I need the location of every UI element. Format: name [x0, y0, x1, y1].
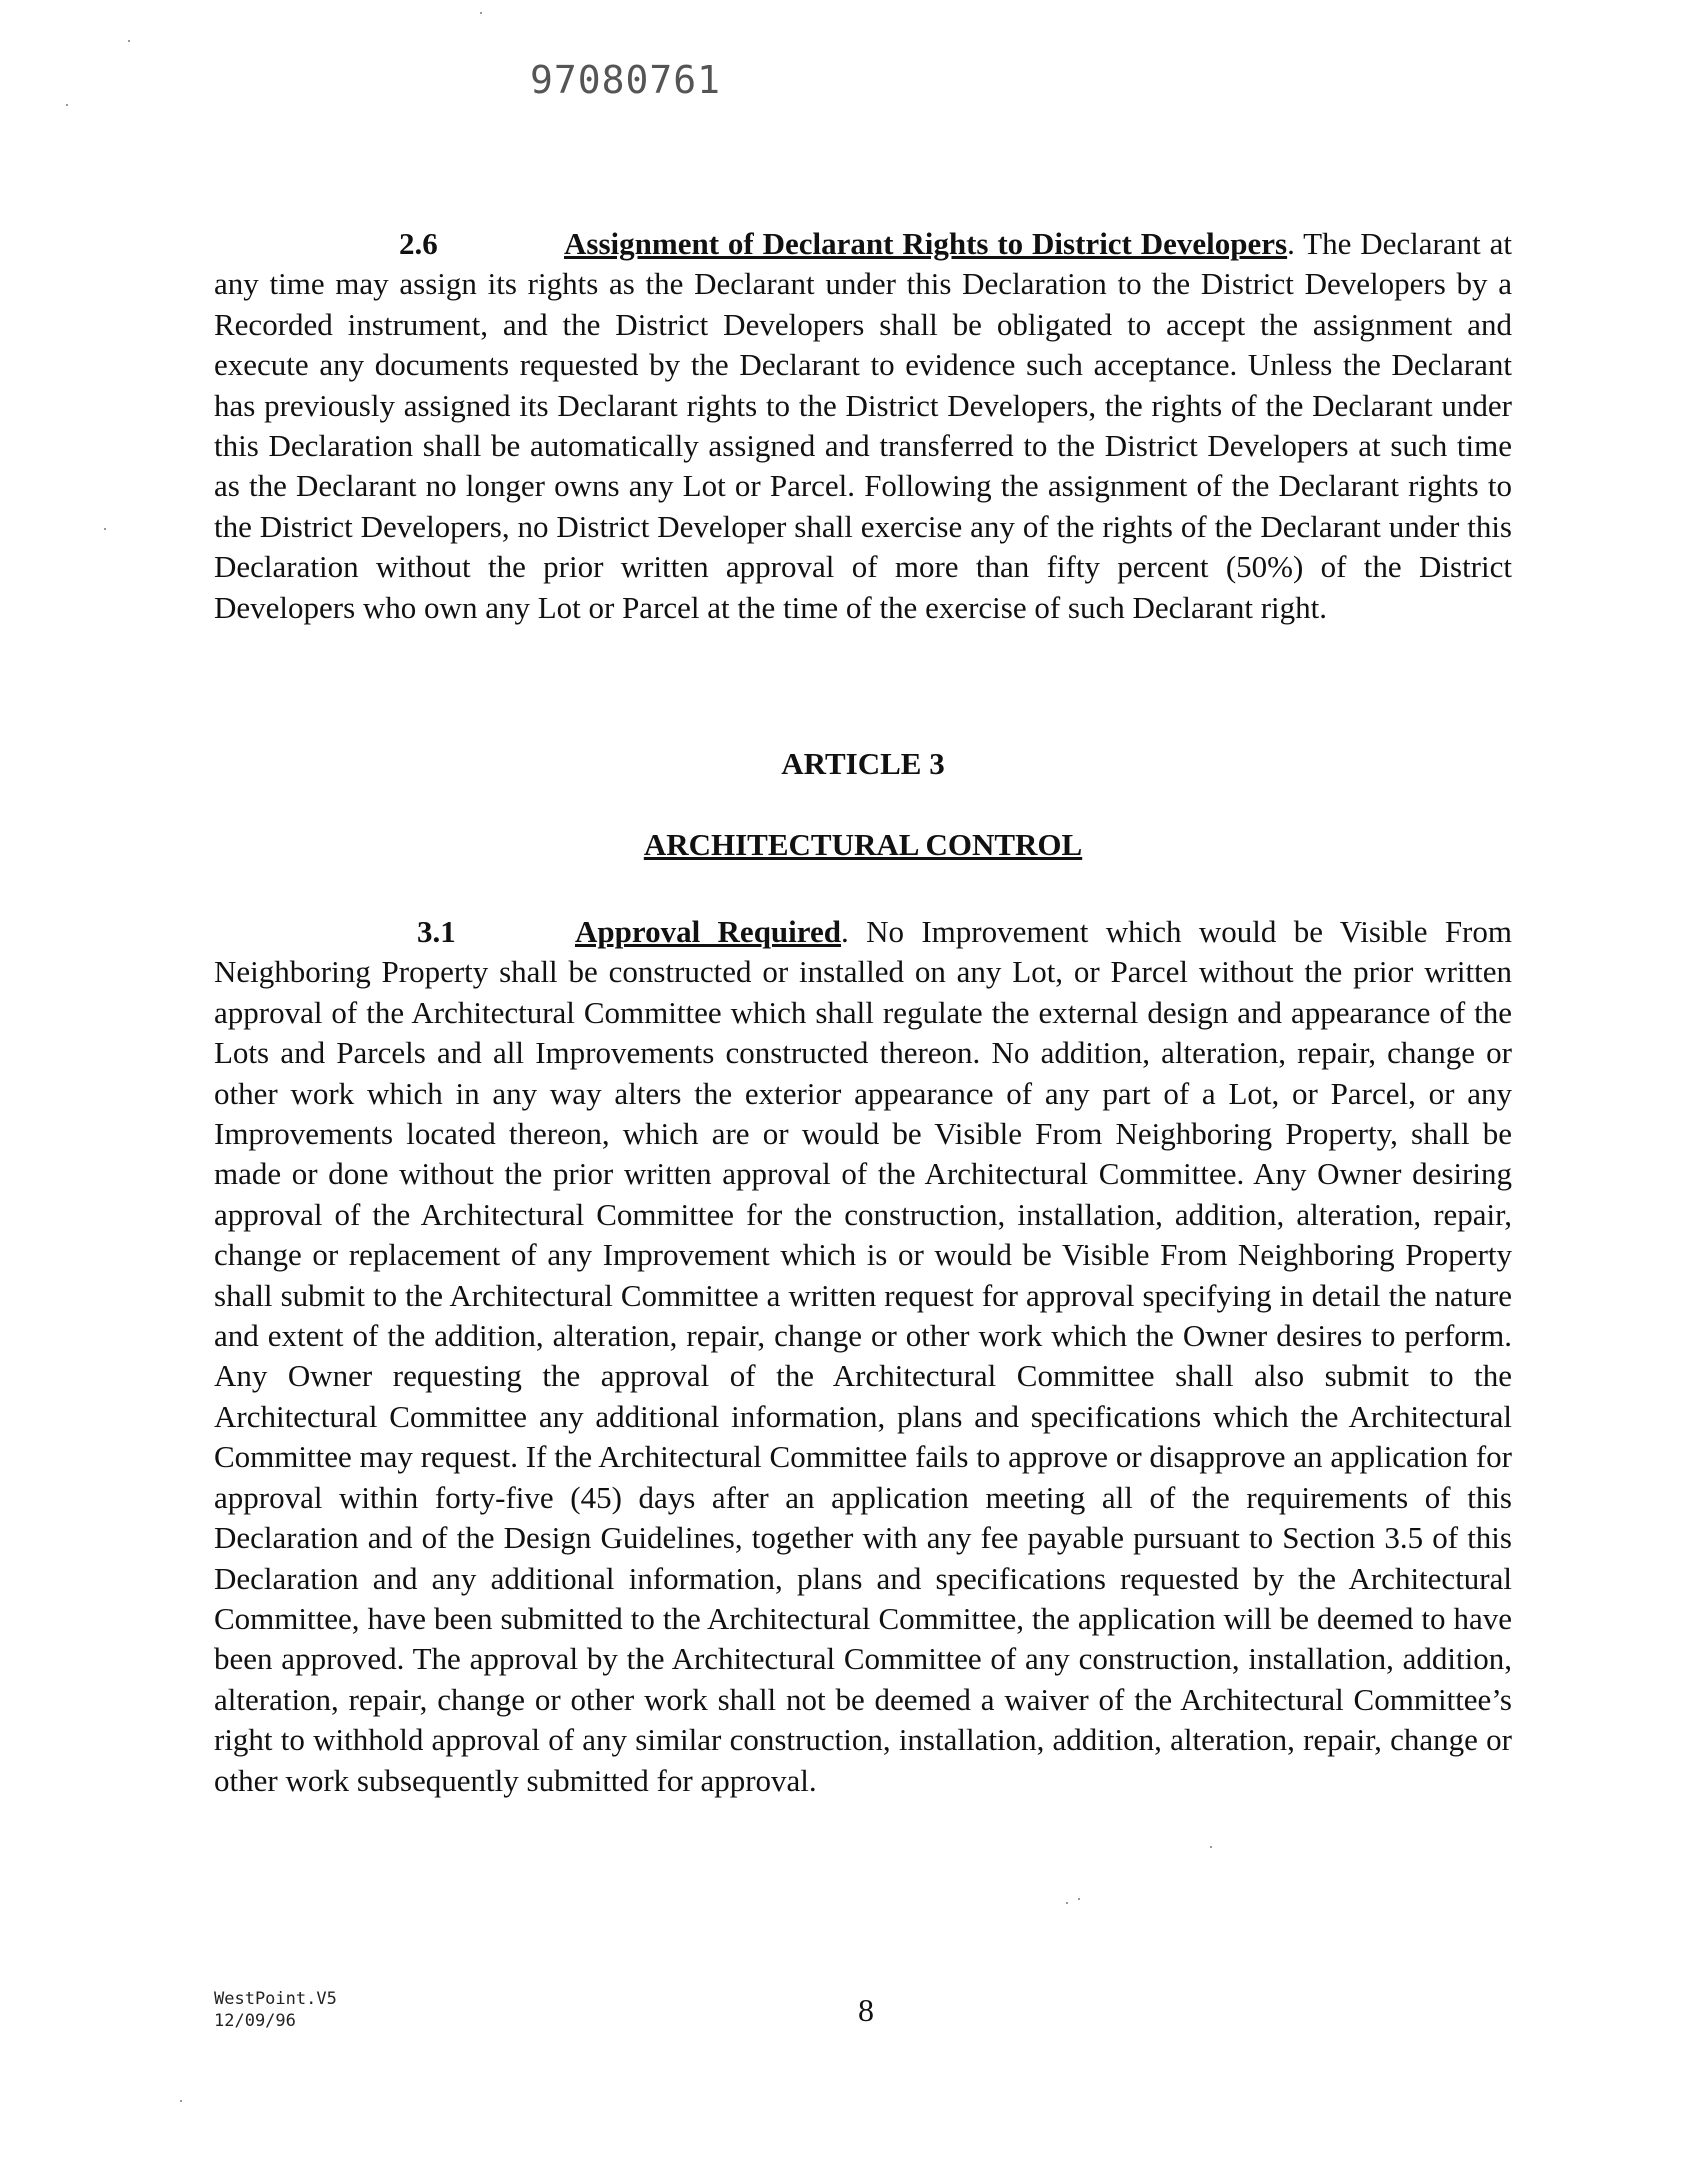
section-2-6: [214, 224, 1512, 628]
scan-speck: [66, 104, 68, 106]
scan-speck: [1078, 1898, 1080, 1900]
footer-file-info: [214, 1988, 337, 2032]
page-number: 8: [858, 1992, 874, 2028]
section-number: 2.6: [399, 226, 438, 261]
scan-speck: [1066, 1902, 1068, 1904]
document-stamp-number: 97080761: [530, 58, 722, 102]
section-body: . No Improvement which would be Visible From Neighboring Property shall be constructed or installed on any Lot, or Parcel without the prior written approval of the Architectural Committee which shall regulate the external design and appearance of the Lots and Parcels and all Improvements constructed thereon. No addition, alteration, repair, change or other work which in any way alters the exterior appearance of any part of a Lot, or Parcel, or any Improvements located thereon, which are or would be Visible From Neighboring Property, shall be made or done without the prior written approval of the Architectural Committee. Any Owner desiring approval of the Architectural Committee for the construction, installation, addition, alteration, repair, change or replacement of any Improvement which is or would be Visible From Neighboring Property shall submit to the Architectural Committee a written request for approval specifying in detail the nature and extent of the addition, alteration, repair, change or other work which the Owner desires to perform. Any Owner requesting the approval of the Architectural Committee shall also submit to the Architectural Committee any additional information, plans and specifications which the Architectural Committee may request. If the Architectural Committee fails to approve or disapprove an application for approval within forty-five (45) days after an application meeting all of the requirements of this Declaration and of the Design Guidelines, together with any fee payable pursuant to Section 3.5 of this Declaration and any additional information, plans and specifications requested by the Architectural Committee, have been submitted to the Architectural Committee, the application will be deemed to have been approved. The approval by the Architectural Committee of any construction, installation, addition, alteration, repair, change or other work shall not be deemed a waiver of the Architectural Committee’s right to withhold approval of any similar construction, installation, addition, alteration, repair, change or other work subsequently submitted for approval.: [214, 914, 1512, 1798]
section-heading: Approval Required: [575, 914, 841, 949]
footer-file-name: WestPoint.V5: [214, 1989, 337, 2009]
scan-speck: [480, 12, 482, 14]
section-number: 3.1: [417, 914, 456, 949]
footer-date: 12/09/96: [214, 2011, 296, 2031]
scan-speck: [128, 40, 130, 42]
section-body: . The Declarant at any time may assign its rights as the Declarant under this Declaration to the District Developers by a Recorded instrument, and the District Developers shall be obligated to accept the assignment and execute any documents requested by the Declarant to evidence such acceptance. Unless the Declarant has previously assigned its Declarant rights to the District Developers, the rights of the Declarant under this Declaration shall be automatically assigned and transferred to the District Developers at such time as the Declarant no longer owns any Lot or Parcel. Following the assignment of the Declarant rights to the District Developers, no District Developer shall exercise any of the rights of the Declarant under this Declaration without the prior written approval of more than fifty percent (50%) of the District Developers who own any Lot or Parcel at the time of the exercise of such Declarant right.: [214, 226, 1512, 625]
scan-speck: [104, 528, 106, 530]
article-title: ARCHITECTURAL CONTROL: [643, 827, 1083, 862]
scan-speck: [1210, 1846, 1212, 1848]
scan-speck: [180, 2100, 182, 2102]
article-number: ARTICLE 3: [781, 746, 945, 781]
section-3-1: [214, 912, 1512, 1801]
section-heading: Assignment of Declarant Rights to District Developers: [564, 226, 1288, 261]
